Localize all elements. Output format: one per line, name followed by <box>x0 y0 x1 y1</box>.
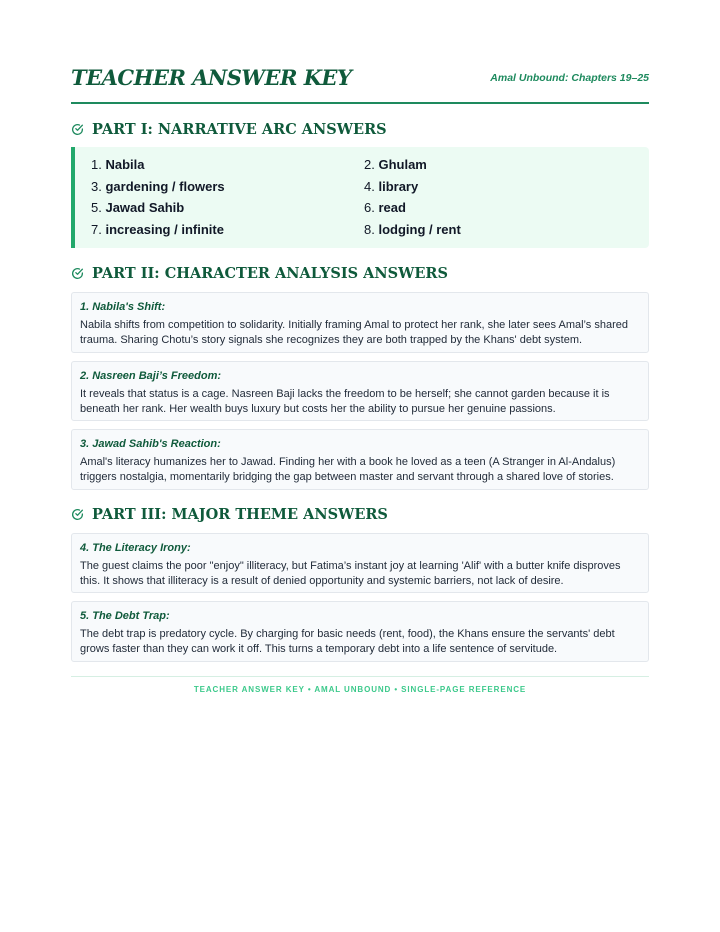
section-title: PART III: MAJOR THEME ANSWERS <box>92 506 388 523</box>
page-footer: TEACHER ANSWER KEY • AMAL UNBOUND • SINGLE-PAGE REFERENCE <box>193 685 527 694</box>
narrative-arc-answers <box>71 147 649 248</box>
character-answer-card <box>71 429 649 490</box>
page-subtitle: Amal Unbound: Chapters 19–25 <box>490 72 649 84</box>
character-answer-card <box>71 361 649 421</box>
card-body: The debt trap is predatory cycle. By charging for basic needs (rent, food), the Khans ensure the servants' debt grows faster than they can work it off. This turns a temporary debt into a life sentence of servitude. <box>80 628 615 655</box>
arc-answer: 3. gardening / flowers <box>91 178 225 194</box>
card-title: 1. Nabila's Shift: <box>80 301 166 313</box>
page-title: TEACHER ANSWER KEY <box>71 65 352 90</box>
arc-answer: 6. read <box>364 200 406 215</box>
section-heading-part3 <box>71 506 649 523</box>
arc-answer: 4. library <box>364 178 419 194</box>
check-circle-icon <box>71 267 84 280</box>
page-header <box>71 60 649 104</box>
arc-answer: 2. Ghulam <box>364 157 427 172</box>
section-heading-part1 <box>71 121 649 138</box>
card-body: The guest claims the poor "enjoy" illiteracy, but Fatima’s instant joy at learning 'Alif' with a butter knife disproves this. It shows that illiteracy is a result of denied opportunity and systemic barriers, not lack of desire. <box>80 560 621 587</box>
theme-answer-card <box>71 533 649 593</box>
check-circle-icon <box>71 508 84 521</box>
theme-answer-card <box>71 601 649 662</box>
arc-answer: 5. Jawad Sahib <box>91 200 185 215</box>
section-title: PART II: CHARACTER ANALYSIS ANSWERS <box>92 265 448 282</box>
card-body: Nabila shifts from competition to solidarity. Initially framing Amal to protect her rank, she later sees Amal’s shared trauma. Sharing Chotu’s story signals she recognizes they are both trapped by the Khans' debt system. <box>80 319 628 346</box>
card-title: 3. Jawad Sahib's Reaction: <box>80 438 221 450</box>
footer-divider <box>71 676 649 677</box>
arc-answer: 7. increasing / infinite <box>91 221 224 237</box>
card-title: 5. The Debt Trap: <box>80 610 170 622</box>
arc-answer: 1. Nabila <box>91 157 145 172</box>
card-body: Amal's literacy humanizes her to Jawad. Finding her with a book he loved as a teen (A Stranger in Al-Andalus) triggers nostalgia, momentarily bridging the gap between master and servant through a shared love of stories. <box>80 456 616 483</box>
card-body: It reveals that status is a cage. Nasreen Baji lacks the freedom to be herself; she cannot garden because it is beneath her rank. Her wealth buys luxury but costs her the ability to pursue her genuine passions. <box>80 388 610 415</box>
check-circle-icon <box>71 123 84 136</box>
section-heading-part2 <box>71 265 649 282</box>
card-title: 4. The Literacy Irony: <box>80 542 191 554</box>
section-title: PART I: NARRATIVE ARC ANSWERS <box>92 121 387 138</box>
character-answer-card <box>71 292 649 353</box>
card-title: 2. Nasreen Baji’s Freedom: <box>80 370 222 382</box>
arc-answer: 8. lodging / rent <box>364 221 461 237</box>
